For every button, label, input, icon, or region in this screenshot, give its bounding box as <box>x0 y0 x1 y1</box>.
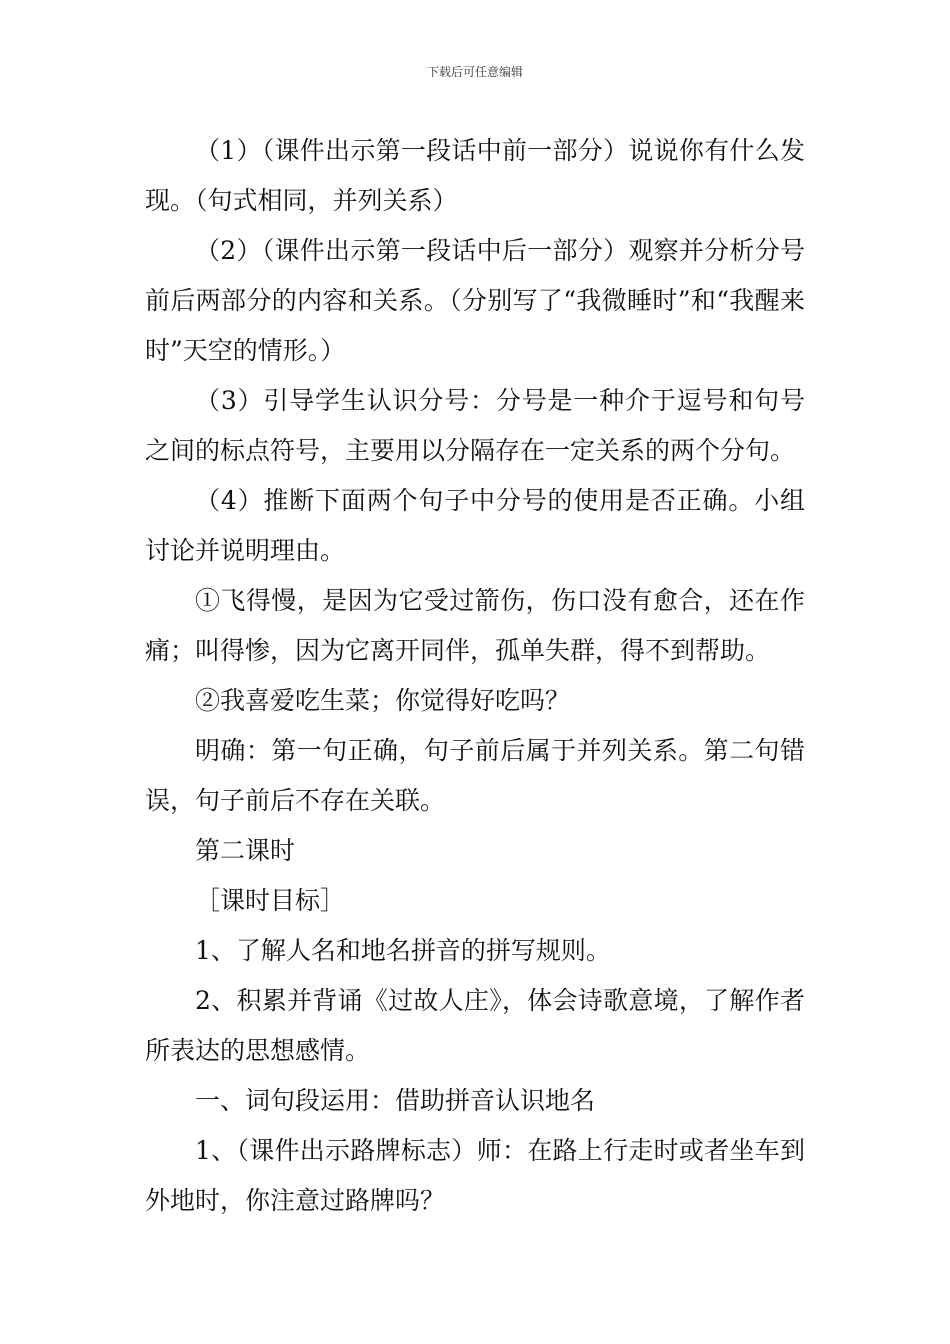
section-heading-lesson-two: 第二课时 <box>195 836 296 865</box>
paragraph-objective-2: 2、积累并背诵《过故人庄》，体会诗歌意境，了解作者所表达的思想感情。 <box>145 986 805 1065</box>
section-heading-objectives: ［课时目标］ <box>195 886 346 915</box>
paragraph-7: 明确：第一句正确，句子前后属于并列关系。第二句错误，句子前后不存在关联。 <box>145 736 805 815</box>
paragraph-2: （2）（课件出示第一段话中后一部分）观察并分析分号前后两部分的内容和关系。（分别写了“我微睡时”和“我醒来时”天空的情形。） <box>145 236 805 365</box>
paragraph-5: ①飞得慢，是因为它受过箭伤，伤口没有愈合，还在作痛；叫得惨，因为它离开同伴，孤单失群，得不到帮助。 <box>145 586 805 665</box>
paragraph-4: （4）推断下面两个句子中分号的使用是否正确。小组讨论并说明理由。 <box>145 486 805 565</box>
paragraph-objective-1: 1、了解人名和地名拼音的拼写规则。 <box>195 936 611 965</box>
paragraph-3: （3）引导学生认识分号：分号是一种介于逗号和句号之间的标点符号，主要用以分隔存在一定关系的两个分句。 <box>145 386 805 465</box>
paragraph-6: ②我喜爱吃生菜；你觉得好吃吗？ <box>195 686 571 715</box>
section-heading-part-one: 一、词句段运用：借助拼音认识地名 <box>195 1086 596 1115</box>
page-header: 下载后可任意编辑 <box>426 65 523 79</box>
paragraph-activity-1: 1、（课件出示路牌标志）师：在路上行走时或者坐车到外地时，你注意过路牌吗？ <box>145 1136 805 1215</box>
paragraph-1: （1）（课件出示第一段话中前一部分）说说你有什么发现。（句式相同，并列关系） <box>145 136 805 215</box>
document-body <box>145 126 805 1226</box>
